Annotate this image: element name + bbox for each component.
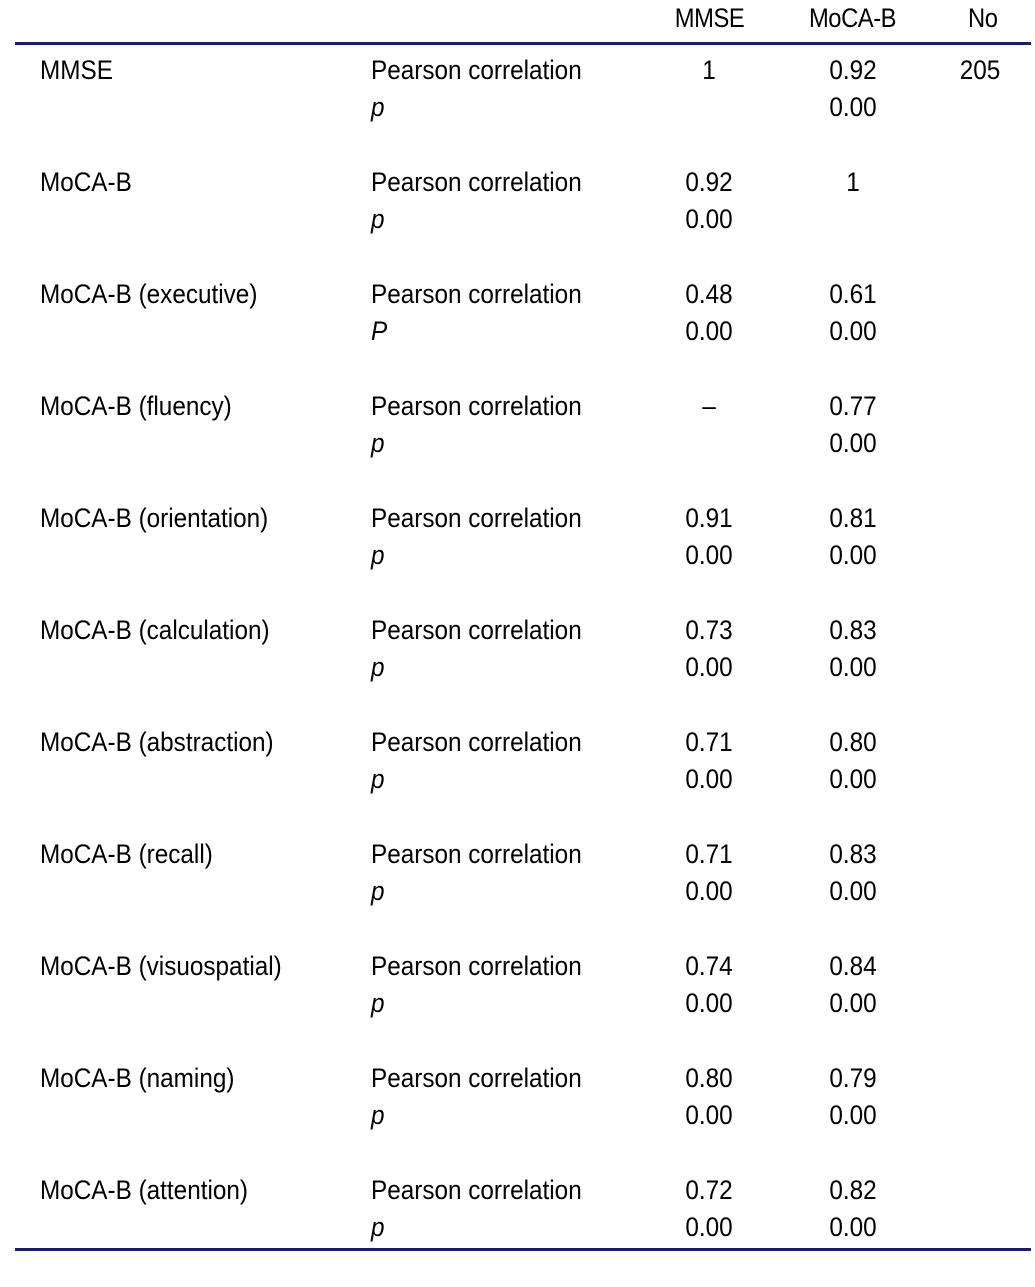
stat-label-correlation: Pearson correlation: [371, 615, 582, 645]
row-label: MoCA-B (recall): [40, 839, 213, 869]
row-label: MoCA-B (naming): [40, 1063, 235, 1093]
row-label: MoCA-B (attention): [40, 1175, 248, 1205]
row-label: MoCA-B (calculation): [40, 615, 270, 645]
stat-label-correlation: Pearson correlation: [371, 279, 582, 309]
table-row: [0, 279, 1035, 391]
stat-label-p: p: [371, 428, 385, 458]
moca-correlation: 0.82: [829, 1175, 877, 1205]
col-header-mmse: MMSE: [674, 3, 745, 33]
table-row: [0, 55, 1035, 167]
mmse-correlation: 1: [702, 55, 716, 85]
mmse-p-value: 0.00: [685, 204, 733, 234]
stat-label-p: p: [371, 540, 385, 570]
moca-correlation: 1: [846, 167, 860, 197]
stat-label-p: p: [371, 764, 385, 794]
table-row: [0, 839, 1035, 951]
table-row: [0, 503, 1035, 615]
row-label: MoCA-B (abstraction): [40, 727, 274, 757]
table-row: [0, 727, 1035, 839]
mmse-correlation: 0.73: [685, 615, 733, 645]
moca-p-value: 0.00: [829, 540, 877, 570]
mmse-p-value: 0.00: [685, 988, 733, 1018]
no-count: 205: [959, 55, 1001, 85]
stat-label-p: p: [371, 204, 385, 234]
table-header: [0, 0, 1035, 44]
moca-p-value: 0.00: [829, 876, 877, 906]
stat-label-correlation: Pearson correlation: [371, 167, 582, 197]
stat-label-p: p: [371, 988, 385, 1018]
moca-correlation: 0.84: [829, 951, 877, 981]
moca-p-value: 0.00: [829, 92, 877, 122]
row-label: MMSE: [40, 55, 113, 85]
moca-p-value: 0.00: [829, 652, 877, 682]
table-row: [0, 951, 1035, 1063]
row-label: MoCA-B (fluency): [40, 391, 232, 421]
stat-label-correlation: Pearson correlation: [371, 503, 582, 533]
mmse-p-value: 0.00: [685, 316, 733, 346]
mmse-correlation: 0.74: [685, 951, 733, 981]
stat-label-p: p: [371, 92, 385, 122]
top-rule: [15, 42, 1031, 45]
moca-p-value: 0.00: [829, 988, 877, 1018]
stat-label-p: p: [371, 1100, 385, 1130]
moca-correlation: 0.81: [829, 503, 877, 533]
mmse-p-value: 0.00: [685, 540, 733, 570]
row-label: MoCA-B (executive): [40, 279, 258, 309]
stat-label-correlation: Pearson correlation: [371, 1063, 582, 1093]
bottom-rule: [15, 1248, 1031, 1251]
moca-p-value: 0.00: [829, 316, 877, 346]
mmse-correlation: 0.48: [685, 279, 733, 309]
mmse-correlation: –: [702, 391, 716, 421]
moca-p-value: 0.00: [829, 1212, 877, 1242]
mmse-p-value: 0.00: [685, 652, 733, 682]
mmse-p-value: 0.00: [685, 1212, 733, 1242]
mmse-p-value: 0.00: [685, 876, 733, 906]
moca-correlation: 0.61: [829, 279, 877, 309]
stat-label-correlation: Pearson correlation: [371, 951, 582, 981]
moca-p-value: 0.00: [829, 428, 877, 458]
moca-correlation: 0.79: [829, 1063, 877, 1093]
row-label: MoCA-B: [40, 167, 132, 197]
stat-label-correlation: Pearson correlation: [371, 839, 582, 869]
mmse-p-value: 0.00: [685, 764, 733, 794]
mmse-correlation: 0.80: [685, 1063, 733, 1093]
row-label: MoCA-B (visuospatial): [40, 951, 282, 981]
table-row: [0, 391, 1035, 503]
stat-label-correlation: Pearson correlation: [371, 55, 582, 85]
stat-label-p: p: [371, 876, 385, 906]
stat-label-p: p: [371, 1212, 385, 1242]
moca-correlation: 0.77: [829, 391, 877, 421]
stat-label-correlation: Pearson correlation: [371, 1175, 582, 1205]
moca-correlation: 0.92: [829, 55, 877, 85]
mmse-correlation: 0.92: [685, 167, 733, 197]
row-label: MoCA-B (orientation): [40, 503, 269, 533]
stat-label-p: P: [371, 316, 388, 346]
table-row: [0, 167, 1035, 279]
col-header-no: No: [968, 3, 998, 33]
mmse-correlation: 0.91: [685, 503, 733, 533]
col-header-moca-b: MoCA-B: [808, 3, 897, 33]
table-row: [0, 615, 1035, 727]
moca-p-value: 0.00: [829, 1100, 877, 1130]
mmse-correlation: 0.71: [685, 727, 733, 757]
moca-correlation: 0.83: [829, 839, 877, 869]
stat-label-p: p: [371, 652, 385, 682]
mmse-correlation: 0.71: [685, 839, 733, 869]
table-row: [0, 1175, 1035, 1287]
moca-correlation: 0.80: [829, 727, 877, 757]
moca-correlation: 0.83: [829, 615, 877, 645]
mmse-correlation: 0.72: [685, 1175, 733, 1205]
mmse-p-value: 0.00: [685, 1100, 733, 1130]
table-row: [0, 1063, 1035, 1175]
stat-label-correlation: Pearson correlation: [371, 727, 582, 757]
stat-label-correlation: Pearson correlation: [371, 391, 582, 421]
moca-p-value: 0.00: [829, 764, 877, 794]
